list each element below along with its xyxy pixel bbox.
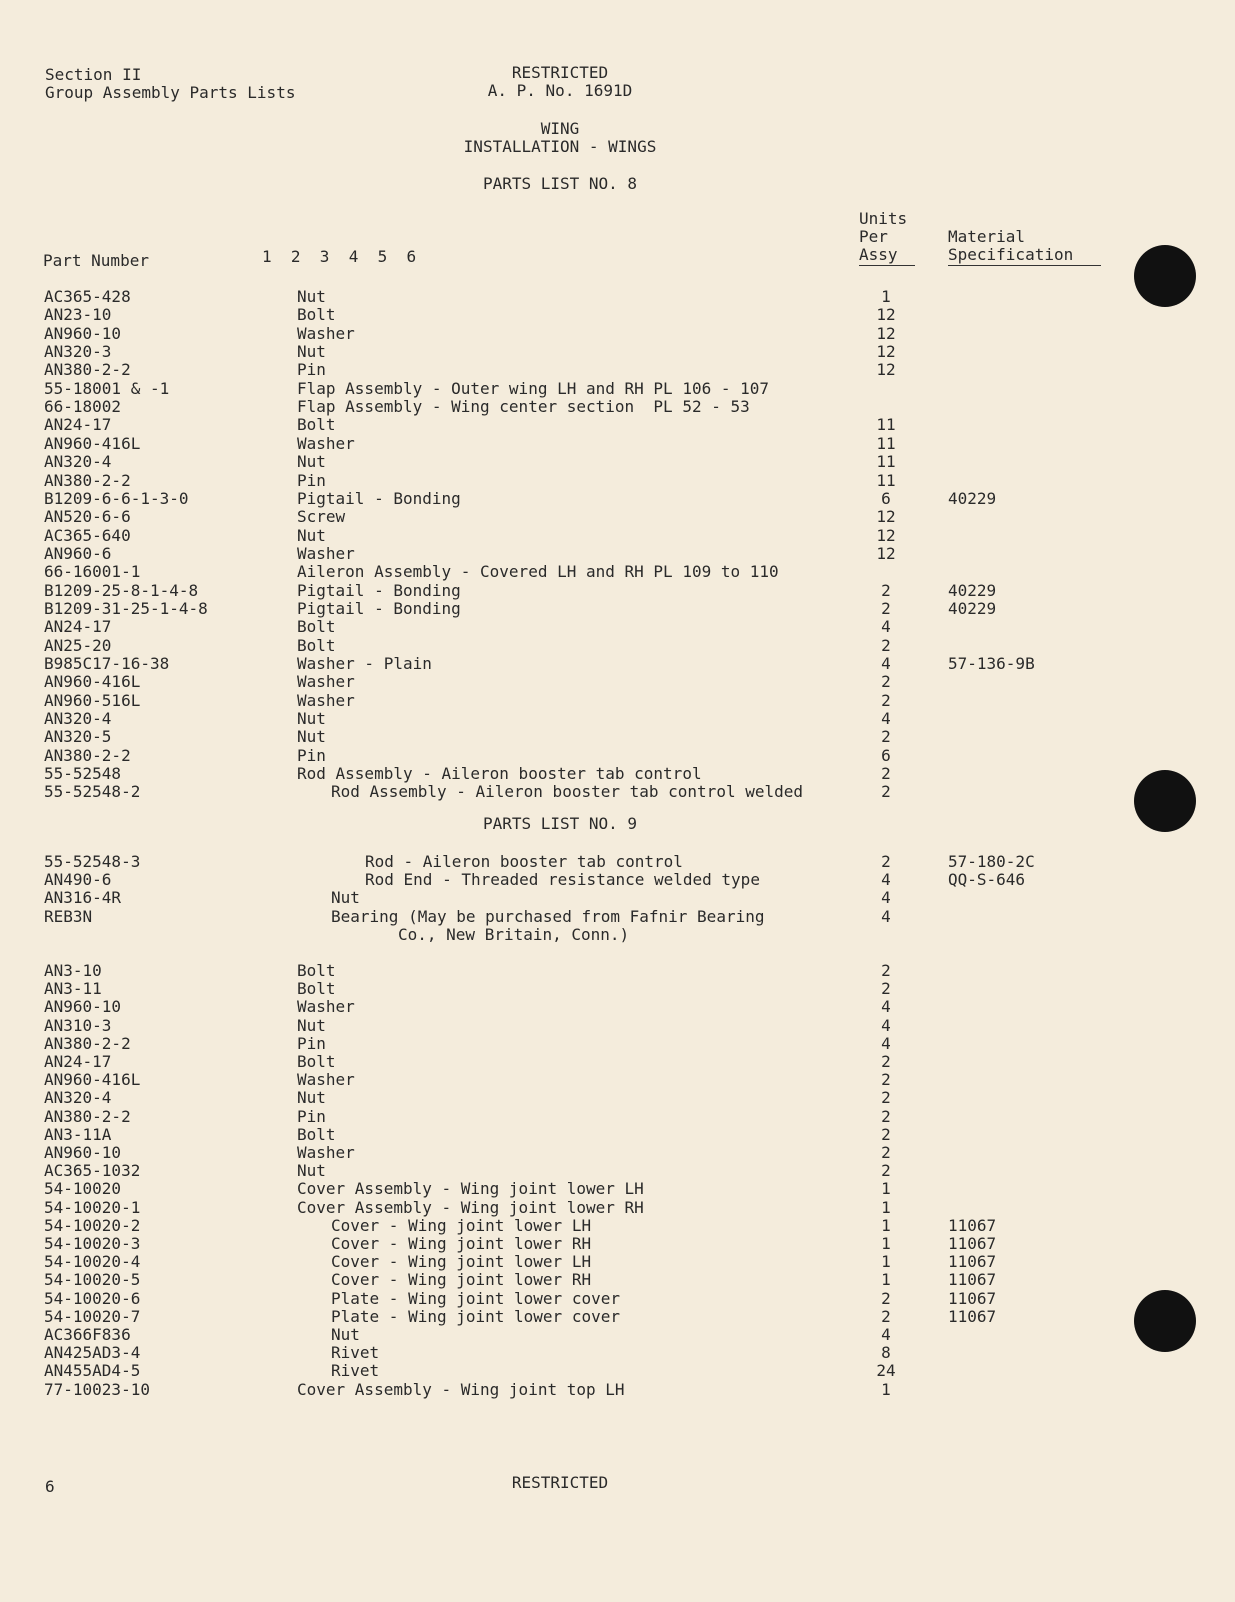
table-row xyxy=(0,998,1235,1016)
part-description: Bolt xyxy=(297,305,336,325)
table-row xyxy=(0,783,1235,801)
part-number: AN960-416L xyxy=(44,672,141,692)
ap-number: A. P. No. 1691D xyxy=(487,81,633,100)
part-number: AN520-6-6 xyxy=(44,507,131,527)
part-number: AN310-3 xyxy=(44,1015,112,1035)
column-header-units: Units xyxy=(859,209,908,228)
part-number: B1209-25-8-1-4-8 xyxy=(44,580,199,600)
table-row xyxy=(0,710,1235,728)
part-description: Pin xyxy=(297,470,326,490)
part-number: 55-52548 xyxy=(44,764,122,784)
part-description: Cover - Wing joint lower LH xyxy=(331,1215,592,1235)
column-header-indent-levels: 1 2 3 4 5 6 xyxy=(262,247,417,266)
units-per-assy: 12 xyxy=(876,543,896,563)
units-per-assy: 2 xyxy=(881,961,891,980)
material-specification: 11067 xyxy=(948,1270,997,1290)
table-row xyxy=(0,1308,1235,1326)
part-number: AN490-6 xyxy=(44,870,112,890)
page-number: 6 xyxy=(45,1477,55,1496)
part-description: Washer xyxy=(297,690,355,710)
units-per-assy: 2 xyxy=(881,1288,891,1308)
part-number: 54-10020-3 xyxy=(44,1234,141,1253)
part-number: 54-10020-2 xyxy=(44,1215,141,1235)
part-number: AN24-17 xyxy=(44,415,112,435)
units-per-assy: 4 xyxy=(881,654,891,673)
part-description: Aileron Assembly - Covered LH and RH PL 109 to 110 xyxy=(297,562,779,582)
part-number: B985C17-16-38 xyxy=(44,654,170,673)
part-description: Bolt xyxy=(297,961,336,980)
part-description: Pin xyxy=(297,1033,326,1053)
part-number: AN960-10 xyxy=(44,997,122,1017)
table-row xyxy=(0,1162,1235,1180)
part-description: Nut xyxy=(297,709,326,729)
part-description: Nut xyxy=(297,525,326,545)
part-description: Cover - Wing joint lower RH xyxy=(331,1234,592,1253)
part-description: Rivet xyxy=(331,1361,380,1381)
column-header-assy: Assy xyxy=(859,246,915,266)
table-row xyxy=(0,472,1235,490)
table-row xyxy=(0,1035,1235,1053)
table-row xyxy=(0,637,1235,655)
units-per-assy: 11 xyxy=(876,470,896,490)
table-row xyxy=(0,1326,1235,1344)
units-per-assy: 12 xyxy=(876,305,896,325)
units-per-assy: 2 xyxy=(881,635,891,655)
table-row xyxy=(0,288,1235,306)
material-specification: 57-180-2C xyxy=(948,852,1035,871)
table-row xyxy=(0,655,1235,673)
part-description: Rivet xyxy=(331,1343,380,1363)
part-number: AC366F836 xyxy=(44,1325,131,1344)
part-description: Cover Assembly - Wing joint top LH xyxy=(297,1379,625,1399)
units-per-assy: 11 xyxy=(876,415,896,435)
part-number: AN425AD3-4 xyxy=(44,1343,141,1363)
units-per-assy: 2 xyxy=(881,1070,891,1090)
part-description: Bearing (May be purchased from Fafnir Bearing xyxy=(331,906,765,926)
material-specification: 11067 xyxy=(948,1234,997,1253)
units-per-assy: 12 xyxy=(876,525,896,545)
part-description: Bolt xyxy=(297,1052,336,1071)
part-number: 54-10020 xyxy=(44,1179,122,1199)
units-per-assy: 2 xyxy=(881,1106,891,1126)
units-per-assy: 4 xyxy=(881,870,891,890)
table-row xyxy=(0,747,1235,765)
part-description: Washer xyxy=(297,543,355,563)
table-row xyxy=(0,962,1235,980)
units-per-assy: 2 xyxy=(881,598,891,618)
units-per-assy: 2 xyxy=(881,727,891,747)
part-description: Nut xyxy=(297,1088,326,1108)
units-per-assy: 1 xyxy=(881,1179,891,1199)
table-row xyxy=(0,435,1235,453)
part-description: Rod - Aileron booster tab control xyxy=(365,852,683,871)
part-number: AN960-416L xyxy=(44,1070,141,1090)
units-per-assy: 4 xyxy=(881,1033,891,1053)
units-per-assy: 11 xyxy=(876,452,896,472)
part-number: AN960-516L xyxy=(44,690,141,710)
units-per-assy: 12 xyxy=(876,323,896,343)
units-per-assy: 2 xyxy=(881,852,891,871)
units-per-assy: 2 xyxy=(881,764,891,784)
table-row xyxy=(0,926,1235,944)
column-header-per: Per xyxy=(859,227,888,246)
part-description: Washer xyxy=(297,997,355,1017)
column-header-part-number: Part Number xyxy=(43,251,149,270)
part-description: Nut xyxy=(297,342,326,362)
part-number: AN320-4 xyxy=(44,709,112,729)
table-row xyxy=(0,1235,1235,1253)
part-description: Screw xyxy=(297,507,346,527)
units-per-assy: 1 xyxy=(881,1234,891,1253)
units-per-assy: 4 xyxy=(881,1325,891,1344)
part-number: 55-52548-3 xyxy=(44,852,141,871)
table-row xyxy=(0,361,1235,379)
table-row xyxy=(0,908,1235,926)
units-per-assy: 2 xyxy=(881,672,891,692)
part-number: 55-18001 & -1 xyxy=(44,378,170,398)
part-description: Pin xyxy=(297,1106,326,1126)
table-row xyxy=(0,1126,1235,1144)
table-row xyxy=(0,1108,1235,1126)
part-number: 55-52548-2 xyxy=(44,782,141,802)
units-per-assy: 8 xyxy=(881,1343,891,1363)
part-description: Pigtail - Bonding xyxy=(297,598,461,618)
table-row xyxy=(0,545,1235,563)
part-number: 77-10023-10 xyxy=(44,1379,150,1399)
part-description: Flap Assembly - Wing center section PL 52 - 53 xyxy=(297,397,750,417)
part-number: AN3-11 xyxy=(44,979,102,999)
table-row xyxy=(0,618,1235,636)
part-description: Bolt xyxy=(297,1124,336,1144)
units-per-assy: 6 xyxy=(881,488,891,508)
units-per-assy: 1 xyxy=(881,1215,891,1235)
restricted-footer: RESTRICTED xyxy=(511,1473,609,1492)
part-description: Bolt xyxy=(297,635,336,655)
material-specification: 11067 xyxy=(948,1215,997,1235)
units-per-assy: 2 xyxy=(881,1052,891,1071)
units-per-assy: 2 xyxy=(881,1124,891,1144)
material-specification: QQ-S-646 xyxy=(948,870,1026,890)
table-row xyxy=(0,325,1235,343)
part-description: Rod Assembly - Aileron booster tab control welded xyxy=(331,782,804,802)
part-number: AN320-4 xyxy=(44,1088,112,1108)
part-description: Nut xyxy=(297,452,326,472)
table-row xyxy=(0,343,1235,361)
part-number: AN25-20 xyxy=(44,635,112,655)
part-description: Cover - Wing joint lower RH xyxy=(331,1270,592,1290)
units-per-assy: 12 xyxy=(876,360,896,380)
table-row xyxy=(0,1144,1235,1162)
units-per-assy: 12 xyxy=(876,342,896,362)
part-number: AN3-11A xyxy=(44,1124,112,1144)
part-number: AN316-4R xyxy=(44,888,122,908)
table-row xyxy=(0,1271,1235,1289)
part-number: AN23-10 xyxy=(44,305,112,325)
units-per-assy: 1 xyxy=(881,287,891,306)
section-label: Section II xyxy=(45,65,142,84)
part-number: AN380-2-2 xyxy=(44,745,131,765)
table-row xyxy=(0,1253,1235,1271)
part-description: Washer xyxy=(297,323,355,343)
part-number: AN960-416L xyxy=(44,433,141,453)
part-number: AN320-3 xyxy=(44,342,112,362)
part-description: Cover Assembly - Wing joint lower LH xyxy=(297,1179,644,1199)
units-per-assy: 6 xyxy=(881,745,891,765)
material-specification: 11067 xyxy=(948,1306,997,1326)
units-per-assy: 2 xyxy=(881,1143,891,1162)
part-number: AC365-1032 xyxy=(44,1161,141,1181)
part-description: Pigtail - Bonding xyxy=(297,580,461,600)
part-description: Bolt xyxy=(297,979,336,999)
part-description: Bolt xyxy=(297,415,336,435)
part-description: Washer xyxy=(297,672,355,692)
part-number: 54-10020-4 xyxy=(44,1252,141,1272)
part-description: Pigtail - Bonding xyxy=(297,488,461,508)
part-number: AN24-17 xyxy=(44,617,112,637)
parts-list-8-title: PARTS LIST NO. 8 xyxy=(482,174,638,193)
units-per-assy: 1 xyxy=(881,1270,891,1290)
part-description: Cover Assembly - Wing joint lower RH xyxy=(297,1197,644,1217)
part-number: AN960-10 xyxy=(44,1143,122,1162)
units-per-assy: 4 xyxy=(881,617,891,637)
table-row xyxy=(0,1362,1235,1380)
units-per-assy: 2 xyxy=(881,1306,891,1326)
part-number: AN380-2-2 xyxy=(44,470,131,490)
units-per-assy: 4 xyxy=(881,906,891,926)
part-number: B1209-6-6-1-3-0 xyxy=(44,488,189,508)
table-row xyxy=(0,380,1235,398)
part-number: AN960-10 xyxy=(44,323,122,343)
part-number: 66-16001-1 xyxy=(44,562,141,582)
table-row xyxy=(0,1217,1235,1235)
part-description: Washer xyxy=(297,1070,355,1090)
material-specification: 57-136-9B xyxy=(948,654,1035,673)
part-description: Cover - Wing joint lower LH xyxy=(331,1252,592,1272)
part-description: Nut xyxy=(331,1325,360,1344)
units-per-assy: 2 xyxy=(881,690,891,710)
part-description: Nut xyxy=(297,287,326,306)
units-per-assy: 2 xyxy=(881,580,891,600)
table-row xyxy=(0,306,1235,324)
part-number: 54-10020-5 xyxy=(44,1270,141,1290)
part-description: Nut xyxy=(297,1161,326,1181)
part-number: REB3N xyxy=(44,906,93,926)
units-per-assy: 2 xyxy=(881,979,891,999)
part-number: AN320-5 xyxy=(44,727,112,747)
table-row xyxy=(0,1089,1235,1107)
table-row xyxy=(0,871,1235,889)
table-row xyxy=(0,853,1235,871)
units-per-assy: 2 xyxy=(881,782,891,802)
part-description: Plate - Wing joint lower cover xyxy=(331,1306,620,1326)
table-row xyxy=(0,582,1235,600)
table-row xyxy=(0,1344,1235,1362)
part-description: Plate - Wing joint lower cover xyxy=(331,1288,620,1308)
part-description: Rod Assembly - Aileron booster tab control xyxy=(297,764,702,784)
table-row xyxy=(0,1017,1235,1035)
part-description: Nut xyxy=(297,727,326,747)
part-number: AN24-17 xyxy=(44,1052,112,1071)
table-row xyxy=(0,889,1235,907)
title-wing: WING xyxy=(540,119,580,138)
material-specification: 40229 xyxy=(948,488,997,508)
table-row xyxy=(0,527,1235,545)
part-number: 54-10020-6 xyxy=(44,1288,141,1308)
table-row xyxy=(0,1180,1235,1198)
table-row xyxy=(0,398,1235,416)
part-number: AN960-6 xyxy=(44,543,112,563)
part-description: Washer xyxy=(297,433,355,453)
units-per-assy: 24 xyxy=(876,1361,896,1381)
table-row xyxy=(0,600,1235,618)
units-per-assy: 11 xyxy=(876,433,896,453)
parts-list-9-title: PARTS LIST NO. 9 xyxy=(482,814,638,833)
part-description: Nut xyxy=(297,1015,326,1035)
part-description: Bolt xyxy=(297,617,336,637)
units-per-assy: 1 xyxy=(881,1252,891,1272)
units-per-assy: 12 xyxy=(876,507,896,527)
group-label: Group Assembly Parts Lists xyxy=(45,83,296,102)
units-per-assy: 4 xyxy=(881,888,891,908)
table-row xyxy=(0,673,1235,691)
table-row xyxy=(0,692,1235,710)
column-header-material: Material xyxy=(948,227,1026,246)
part-number: AC365-640 xyxy=(44,525,131,545)
material-specification: 40229 xyxy=(948,598,997,618)
table-row xyxy=(0,1053,1235,1071)
part-description: Washer - Plain xyxy=(297,654,432,673)
part-number: B1209-31-25-1-4-8 xyxy=(44,598,208,618)
part-description: Rod End - Threaded resistance welded type xyxy=(365,870,760,890)
part-description: Nut xyxy=(331,888,360,908)
table-row xyxy=(0,980,1235,998)
part-description: Pin xyxy=(297,745,326,765)
units-per-assy: 2 xyxy=(881,1088,891,1108)
part-number: AN380-2-2 xyxy=(44,360,131,380)
part-number: 66-18002 xyxy=(44,397,122,417)
units-per-assy: 4 xyxy=(881,997,891,1017)
material-specification: 11067 xyxy=(948,1288,997,1308)
table-row xyxy=(0,765,1235,783)
table-row xyxy=(0,416,1235,434)
table-row xyxy=(0,453,1235,471)
part-number: 54-10020-7 xyxy=(44,1306,141,1326)
table-row xyxy=(0,508,1235,526)
part-number: AN3-10 xyxy=(44,961,102,980)
part-number: AN380-2-2 xyxy=(44,1033,131,1053)
table-row xyxy=(0,563,1235,581)
material-specification: 11067 xyxy=(948,1252,997,1272)
part-number: AN380-2-2 xyxy=(44,1106,131,1126)
column-header-specification: Specification xyxy=(948,246,1101,266)
units-per-assy: 1 xyxy=(881,1379,891,1399)
part-number: 54-10020-1 xyxy=(44,1197,141,1217)
part-number: AC365-428 xyxy=(44,287,131,306)
units-per-assy: 1 xyxy=(881,1197,891,1217)
restricted-header: RESTRICTED xyxy=(511,63,609,82)
units-per-assy: 4 xyxy=(881,709,891,729)
table-row xyxy=(0,1381,1235,1399)
part-number: AN455AD4-5 xyxy=(44,1361,141,1381)
table-row xyxy=(0,490,1235,508)
part-number: AN320-4 xyxy=(44,452,112,472)
table-row xyxy=(0,1290,1235,1308)
part-description: Pin xyxy=(297,360,326,380)
units-per-assy: 2 xyxy=(881,1161,891,1181)
title-installation: INSTALLATION - WINGS xyxy=(463,137,657,156)
part-description: Flap Assembly - Outer wing LH and RH PL 106 - 107 xyxy=(297,378,770,398)
table-row xyxy=(0,1071,1235,1089)
table-row xyxy=(0,728,1235,746)
table-row xyxy=(0,1199,1235,1217)
material-specification: 40229 xyxy=(948,580,997,600)
units-per-assy: 4 xyxy=(881,1015,891,1035)
part-description: Washer xyxy=(297,1143,355,1162)
part-description: Co., New Britain, Conn.) xyxy=(398,924,630,944)
